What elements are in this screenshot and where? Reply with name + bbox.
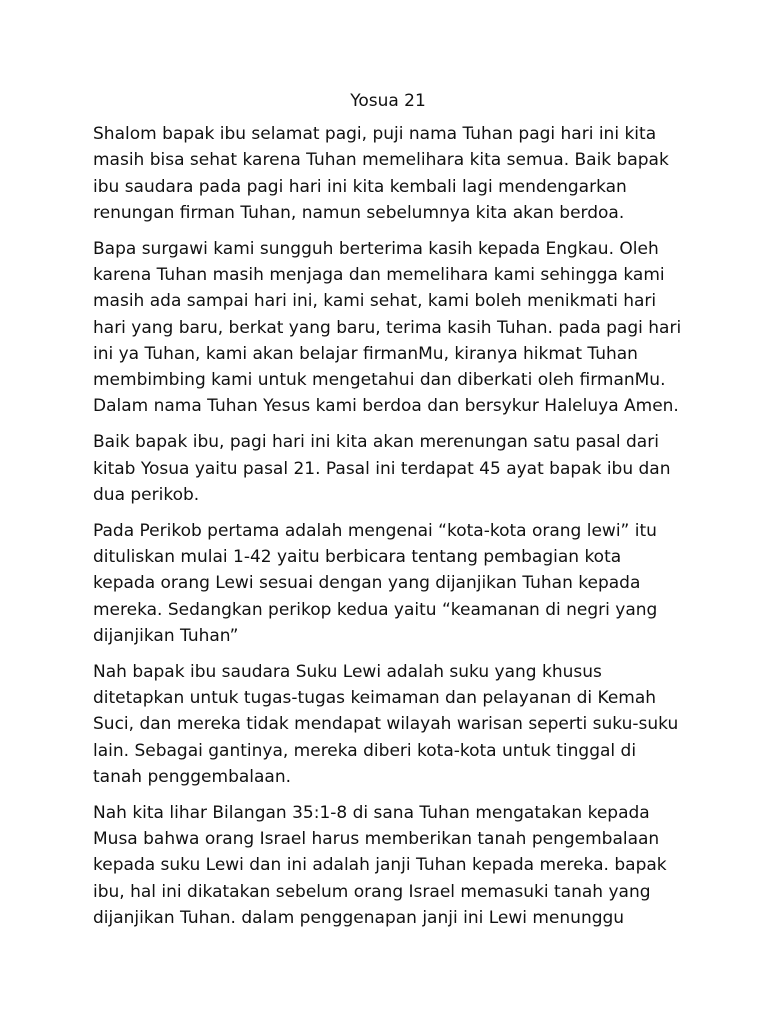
document-page bbox=[93, 88, 683, 941]
paragraph-bilangan: Nah kita lihar Bilangan 35:1-8 di sana Tuhan mengatakan kepada Musa bahwa orang Israel harus memberikan tanah pengembalaan kepada suku Lewi dan ini adalah janji Tuhan kepada mereka. bapak ibu, hal ini dikatakan sebelum orang Israel memasuki tanah yang dijanjikan Tuhan. dalam penggenapan janji ini Lewi menunggu bbox=[93, 803, 667, 928]
paragraph-prayer: Bapa surgawi kami sungguh berterima kasih kepada Engkau. Oleh karena Tuhan masih menjaga dan memelihara kami sehingga kami masih ada sampai hari ini, kami sehat, kami boleh menikmati hari hari yang baru, berkat yang baru, terima kasih Tuhan. pada pagi hari ini ya Tuhan, kami akan belajar firmanMu, kiranya hikmat Tuhan membimbing kami untuk mengetahui dan diberkati oleh firmanMu. Dalam nama Tuhan Yesus kami berdoa dan bersykur Haleluya Amen. bbox=[93, 239, 682, 417]
paragraph-perikob: Pada Perikob pertama adalah mengenai “kota-kota orang lewi” itu dituliskan mulai 1-42 yaitu berbicara tentang pembagian kota kepada orang Lewi sesuai dengan yang dijanjikan Tuhan kepada mereka. Sedangkan perikop kedua yaitu “keamanan di negri yang dijanjikan Tuhan” bbox=[93, 521, 658, 646]
document-title: Yosua 21 bbox=[350, 91, 426, 111]
paragraph-greeting: Shalom bapak ibu selamat pagi, puji nama Tuhan pagi hari ini kita masih bisa sehat karena Tuhan memelihara kita semua. Baik bapak ibu saudara pada pagi hari ini kita kembali lagi mendengarkan renungan firman Tuhan, namun sebelumnya kita akan berdoa. bbox=[93, 124, 669, 223]
paragraph-introduction: Baik bapak ibu, pagi hari ini kita akan merenungan satu pasal dari kitab Yosua yaitu pasal 21. Pasal ini terdapat 45 ayat bapak ibu dan dua perikob. bbox=[93, 432, 671, 505]
paragraph-suku-lewi: Nah bapak ibu saudara Suku Lewi adalah suku yang khusus ditetapkan untuk tugas-tugas keimaman dan pelayanan di Kemah Suci, dan mereka tidak mendapat wilayah warisan seperti suku-suku lain. Sebagai gantinya, mereka diberi kota-kota untuk tinggal di tanah penggembalaan. bbox=[93, 662, 679, 787]
